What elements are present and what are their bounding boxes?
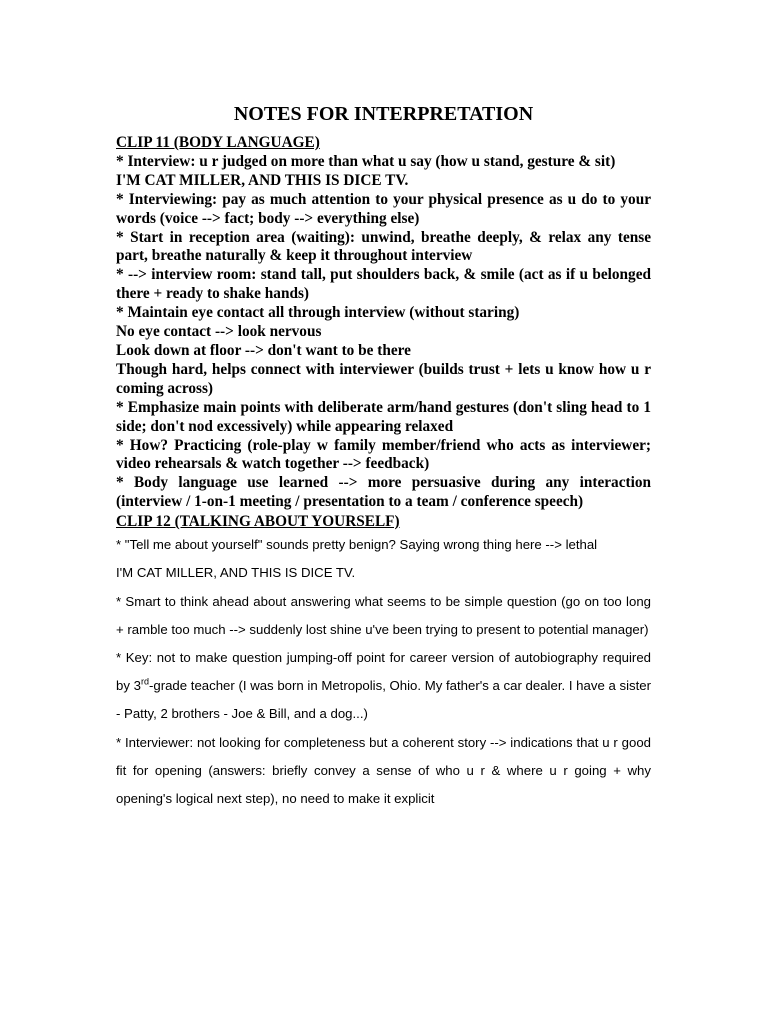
clip-12-line: * "Tell me about yourself" sounds pretty benign? Saying wrong thing here --> lethal [116, 537, 598, 553]
clip-12-line: * Interviewer: not looking for completeness but a coherent story --> indications that u r good fit for opening (answers: briefly convey a sense of who u r & where u r going + why opening's logical next step), no need to make it explicit [116, 734, 651, 806]
clip-11-section [116, 134, 651, 512]
clip-12-line: I'M CAT MILLER, AND THIS IS DICE TV. [116, 565, 356, 581]
clip-11-line: * How? Practicing (role-play w family member/friend who acts as interviewer; video rehearsals & watch together --> feedback) [116, 436, 651, 473]
clip-11-line: I'M CAT MILLER, AND THIS IS DICE TV. [116, 171, 409, 189]
clip-12-heading: CLIP 12 (TALKING ABOUT YOURSELF) [116, 513, 400, 531]
clip-11-line: Look down at floor --> don't want to be there [116, 341, 411, 359]
clip-11-heading: CLIP 11 (BODY LANGUAGE) [116, 134, 320, 151]
key-line-start: * Key: not to make question jumping-off point for career version of autobiography required by 3 [116, 649, 651, 694]
clip-11-line: * --> interview room: stand tall, put shoulders back, & smile (act as if u belonged there + ready to shake hands) [116, 266, 651, 303]
clip-11-line: * Body language use learned --> more persuasive during any interaction (interview / 1-on-1 meeting / presentation to a team / conference speech) [116, 474, 651, 511]
document-page [116, 100, 651, 813]
clip-12-key-line [116, 644, 651, 729]
clip-11-line: Though hard, helps connect with interviewer (builds trust + lets u know how u r coming across) [116, 360, 651, 397]
clip-11-line: * Emphasize main points with deliberate arm/hand gestures (don't sling head to 1 side; don't nod excessively) while appearing relaxed [116, 398, 651, 435]
clip-12-line: * Smart to think ahead about answering what seems to be simple question (go on too long + ramble too much --> suddenly lost shine u've been trying to present to potential manager) [116, 593, 651, 637]
clip-11-line: * Start in reception area (waiting): unwind, breathe deeply, & relax any tense part, breathe naturally & keep it throughout interview [116, 228, 651, 265]
page-title: NOTES FOR INTERPRETATION [233, 103, 534, 125]
key-line-end: -grade teacher (I was born in Metropolis, Ohio. My father's a car dealer. I have a sister - Patty, 2 brothers - Joe & Bill, and a dog...) [116, 678, 651, 722]
clip-11-line: No eye contact --> look nervous [116, 323, 322, 341]
clip-11-line: * Interviewing: pay as much attention to your physical presence as u do to your words (voice --> fact; body --> everything else) [116, 190, 651, 227]
ordinal-suffix: rd [140, 676, 149, 687]
clip-11-line: * Maintain eye contact all through interview (without staring) [116, 304, 520, 322]
clip-11-line: * Interview: u r judged on more than what u say (how u stand, gesture & sit) [116, 152, 616, 170]
clip-12-section [116, 531, 651, 813]
